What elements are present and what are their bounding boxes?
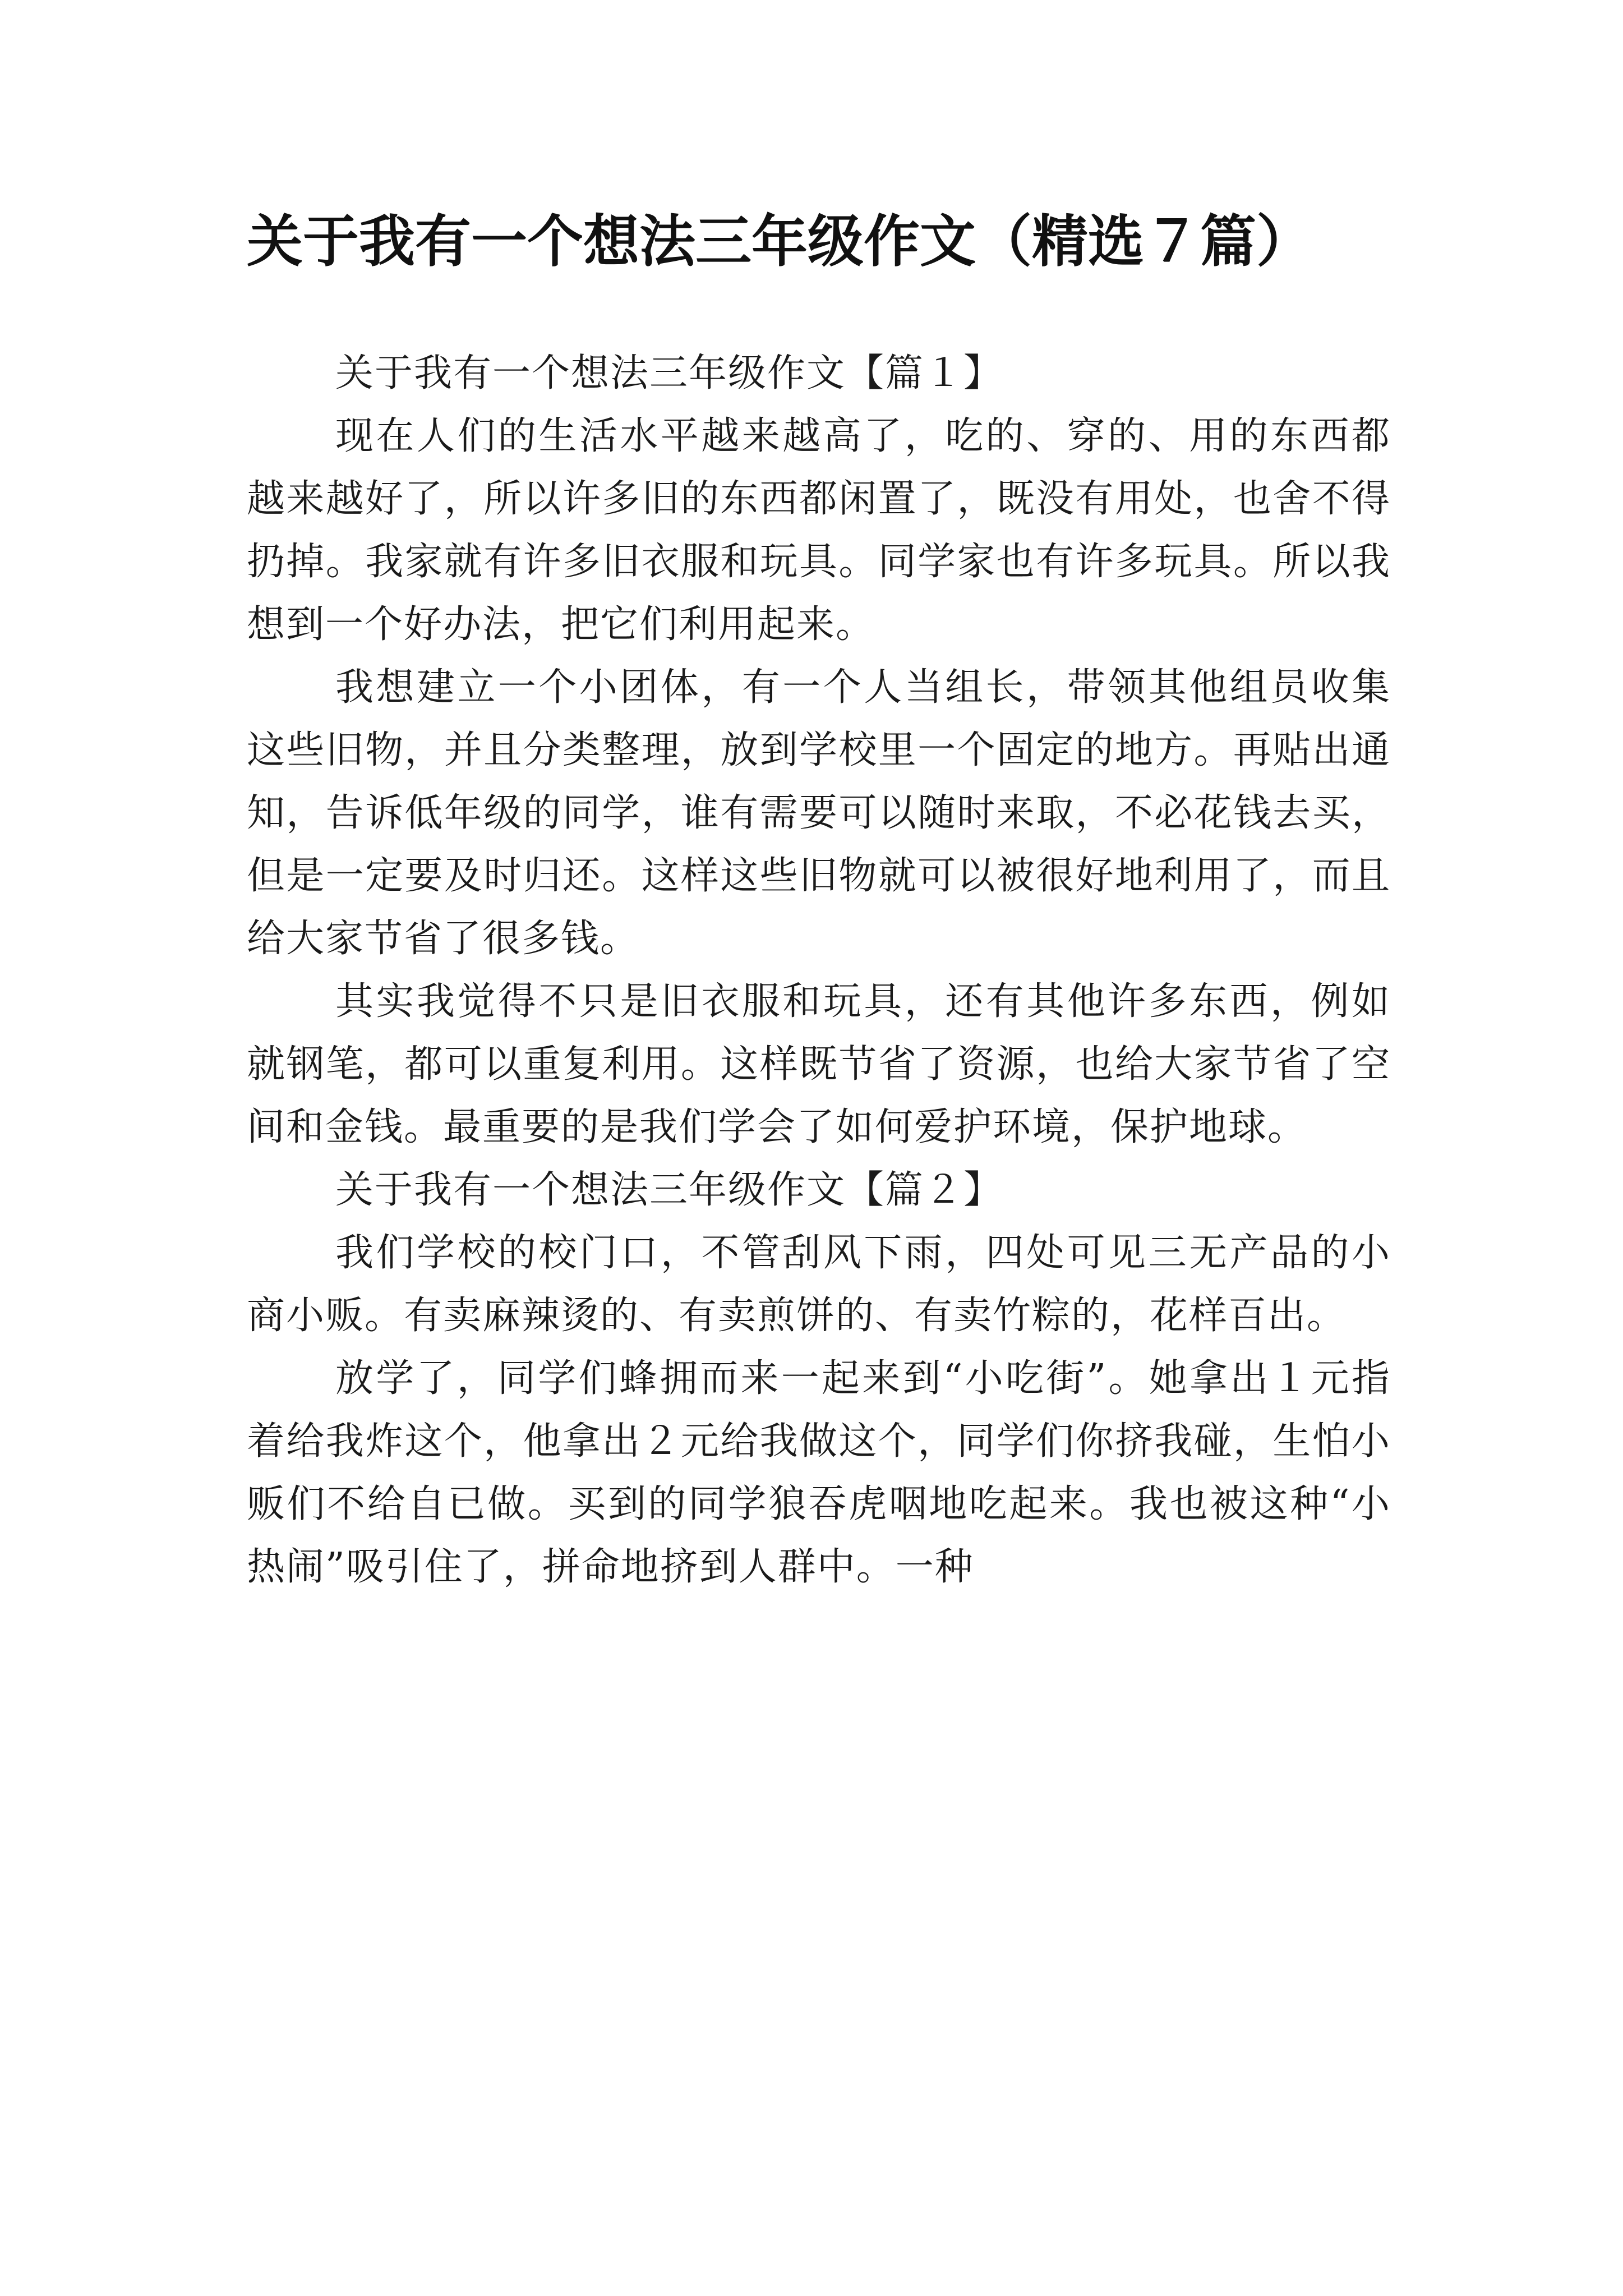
- document-title: 关于我有一个想法三年级作文（精选７篇）: [247, 208, 1312, 274]
- section-heading-1: 关于我有一个想法三年级作文【篇１】: [335, 351, 1003, 395]
- body-paragraph: 我们学校的校门口，不管刮风下雨，四处可见三无产品的小商小贩。有卖麻辣烫的、有卖煎饼的、有卖竹粽的，花样百出。: [247, 1231, 1391, 1338]
- document-body: [247, 342, 1391, 1599]
- section-heading-2: 关于我有一个想法三年级作文【篇２】: [335, 1168, 1003, 1212]
- body-paragraph: 其实我觉得不只是旧衣服和玩具，还有其他许多东西，例如就钢笔，都可以重复利用。这样既节省了资源，也给大家节省了空间和金钱。最重要的是我们学会了如何爱护环境，保护地球。: [247, 979, 1391, 1149]
- body-paragraph: 放学了，同学们蜂拥而来一起来到“小吃街”。她拿出１元指着给我炸这个，他拿出２元给我做这个，同学们你挤我碰，生怕小贩们不给自已做。买到的同学狼吞虎咽地吃起来。我也被这种“小热闹”吸引住了，拼命地挤到人群中。一种: [247, 1356, 1391, 1589]
- body-paragraph: 现在人们的生活水平越来越高了，吃的、穿的、用的东西都越来越好了，所以许多旧的东西都闲置了，既没有用处，也舍不得扔掉。我家就有许多旧衣服和玩具。同学家也有许多玩具。所以我想到一个好办法，把它们利用起来。: [247, 414, 1391, 647]
- body-paragraph: 我想建立一个小团体，有一个人当组长，带领其他组员收集这些旧物，并且分类整理，放到学校里一个固定的地方。再贴出通知，告诉低年级的同学，谁有需要可以随时来取，不必花钱去买，但是一定要及时归还。这样这些旧物就可以被很好地利用了，而且给大家节省了很多钱。: [247, 665, 1391, 961]
